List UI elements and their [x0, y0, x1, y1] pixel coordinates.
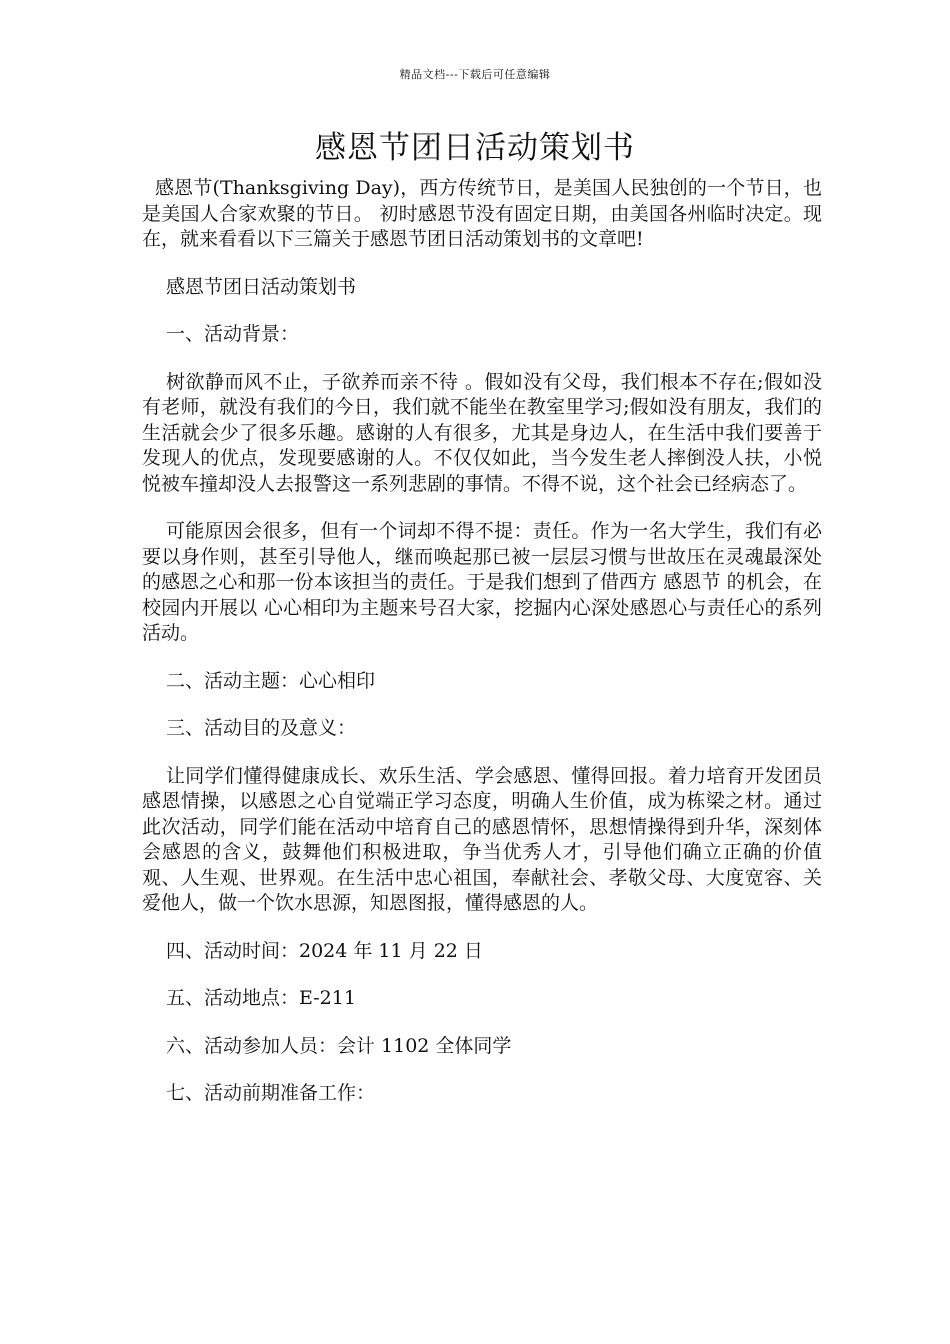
sub-title: 感恩节团日活动策划书 [166, 275, 357, 298]
spacer [142, 497, 822, 519]
spacer [142, 964, 822, 986]
section-heading-time: 四、活动时间：2024 年 11 月 22 日 [166, 939, 483, 962]
spacer [142, 917, 822, 939]
section-heading-participants: 六、活动参加人员：会计 1102 全体同学 [166, 1034, 512, 1057]
section-heading-purpose: 三、活动目的及意义： [166, 717, 357, 739]
spacer [142, 742, 822, 764]
section-heading-theme: 二、活动主题：心心相印 [166, 669, 376, 692]
spacer [142, 647, 822, 669]
spacer [142, 253, 822, 275]
background-paragraph-2: 可能原因会很多，但有一个词却不得不提：责任。作为一名大学生，我们有必要以身作则，甚至引导他人，继而唤起那已被一层层习惯与世故压在灵魂最深处的感恩之心和那一份本该担当的责任。于是我们想到了借西方 感恩节 的机会，在校园内开展以 心心相印为主题来号召大家，挖掘内心深处感恩心与责任心的系列活动。 [142, 520, 822, 644]
spacer [142, 694, 822, 716]
section-heading-background: 一、活动背景： [166, 323, 300, 345]
intro-paragraph: 感恩节(Thanksgiving Day)，西方传统节日，是美国人民独创的一个节日，也是美国人合家欢聚的节日。 初时感恩节没有固定日期，由美国各州临时决定。现在，就来看看以下三篇关于感恩节团日活动策划书的文章吧! [142, 177, 822, 250]
document-body [142, 176, 822, 1107]
document-title: 感恩节团日活动策划书 [315, 130, 635, 166]
spacer [142, 300, 822, 322]
spacer [142, 348, 822, 370]
page-header-note: 精品文档---下载后可任意编辑 [399, 68, 551, 81]
background-paragraph-1: 树欲静而风不止，子欲养而亲不待 。假如没有父母，我们根本不存在;假如没有老师，就没有我们的今日，我们就不能坐在教室里学习;假如没有朋友，我们的生活就会少了很多乐趣。感谢的人有很多，尤其是身边人，在生活中我们要善于发现人的优点，发现要感谢的人。不仅仅如此，当今发生老人摔倒没人扶，小悦悦被车撞却没人去报警这一系列悲剧的事情。不得不说，这个社会已经病态了。 [142, 370, 822, 495]
section-heading-preparation: 七、活动前期准备工作： [166, 1082, 376, 1104]
spacer [142, 1059, 822, 1081]
section-heading-location: 五、活动地点：E-211 [166, 987, 356, 1009]
spacer [142, 1012, 822, 1034]
purpose-paragraph: 让同学们懂得健康成长、欢乐生活、学会感恩、懂得回报。着力培育开发团员感恩情操，以感恩之心自觉端正学习态度，明确人生价值，成为栋梁之材。通过此次活动，同学们能在活动中培育自己的感恩情怀，思想情操得到升华，深刻体会感恩的含义，鼓舞他们积极进取，争当优秀人才，引导他们确立正确的价值观、人生观、世界观。在生活中忠心祖国，奉献社会、孝敬父母、大度宽容、关爱他人，做一个饮水思源，知恩图报，懂得感恩的人。 [142, 764, 822, 914]
